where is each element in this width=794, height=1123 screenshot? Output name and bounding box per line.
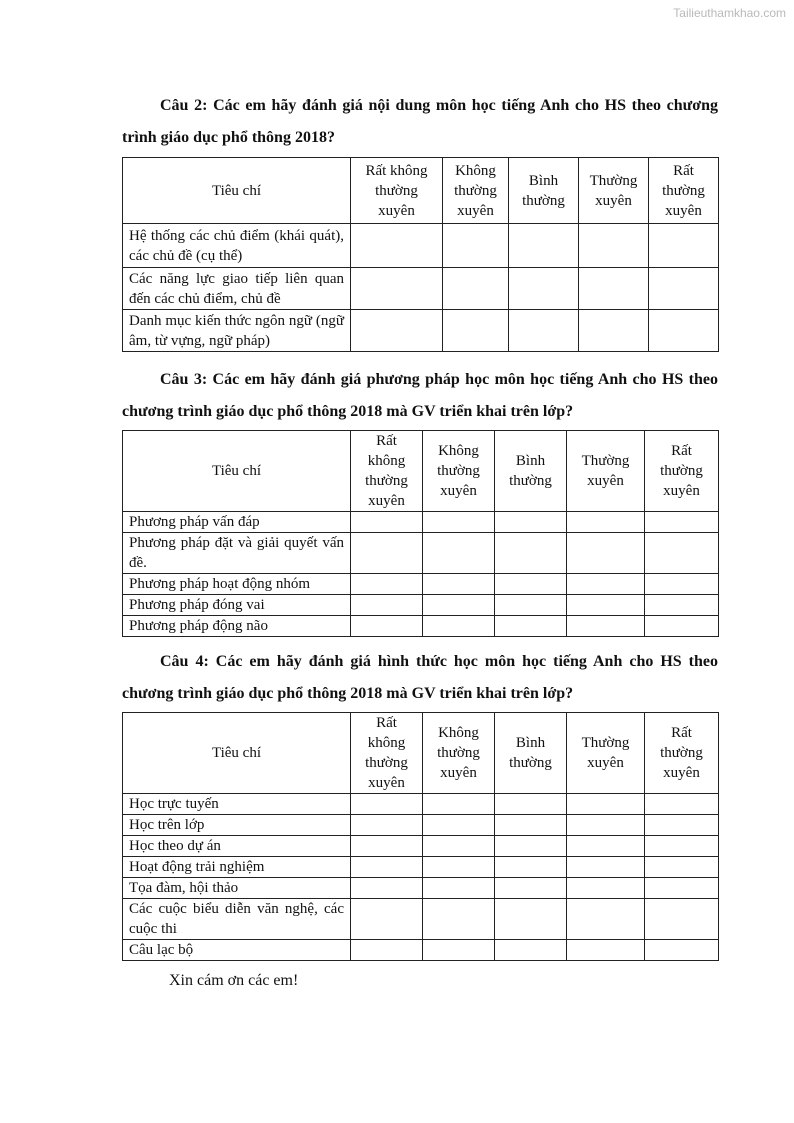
- rating-cell[interactable]: [495, 616, 567, 637]
- rating-cell[interactable]: [351, 533, 423, 574]
- rating-cell[interactable]: [423, 595, 495, 616]
- rating-cell[interactable]: [645, 940, 719, 961]
- table-row: [123, 268, 719, 310]
- question-4-table: [122, 712, 719, 961]
- row-label: Phương pháp động não: [123, 616, 351, 637]
- table-header-row: [123, 431, 719, 512]
- row-label: Phương pháp vấn đáp: [123, 512, 351, 533]
- rating-cell[interactable]: [567, 857, 645, 878]
- row-label: Hoạt động trải nghiệm: [123, 857, 351, 878]
- question-4-title: Câu 4: Các em hãy đánh giá hình thức học môn học tiếng Anh cho HS theo chương trình giáo dục phổ thông 2018 mà GV triển khai trên lớp?: [122, 653, 718, 702]
- column-header: Không thường xuyên: [423, 713, 495, 794]
- row-label: Danh mục kiến thức ngôn ngữ (ngữ âm, từ vựng, ngữ pháp): [123, 310, 351, 352]
- rating-cell[interactable]: [423, 574, 495, 595]
- table-row: [123, 836, 719, 857]
- table-row: [123, 512, 719, 533]
- rating-cell[interactable]: [351, 794, 423, 815]
- column-header: Rất thường xuyên: [649, 158, 719, 224]
- rating-cell[interactable]: [351, 940, 423, 961]
- rating-cell[interactable]: [351, 857, 423, 878]
- rating-cell[interactable]: [579, 310, 649, 352]
- rating-cell[interactable]: [567, 512, 645, 533]
- rating-cell[interactable]: [495, 836, 567, 857]
- rating-cell[interactable]: [423, 836, 495, 857]
- column-header: Không thường xuyên: [443, 158, 509, 224]
- rating-cell[interactable]: [567, 815, 645, 836]
- table-row: [123, 224, 719, 268]
- criteria-header: Tiêu chí: [123, 158, 351, 224]
- rating-cell[interactable]: [645, 574, 719, 595]
- table-row: [123, 574, 719, 595]
- table-row: [123, 794, 719, 815]
- rating-cell[interactable]: [509, 224, 579, 268]
- rating-cell[interactable]: [645, 794, 719, 815]
- row-label: Câu lạc bộ: [123, 940, 351, 961]
- rating-cell[interactable]: [645, 595, 719, 616]
- rating-cell[interactable]: [495, 794, 567, 815]
- column-header: Rất không thường xuyên: [351, 713, 423, 794]
- rating-cell[interactable]: [649, 310, 719, 352]
- criteria-header: Tiêu chí: [123, 713, 351, 794]
- rating-cell[interactable]: [423, 878, 495, 899]
- column-header: Rất không thường xuyên: [351, 431, 423, 512]
- rating-cell[interactable]: [495, 940, 567, 961]
- rating-cell[interactable]: [423, 616, 495, 637]
- rating-cell[interactable]: [645, 512, 719, 533]
- rating-cell[interactable]: [649, 224, 719, 268]
- column-header: Thường xuyên: [579, 158, 649, 224]
- rating-cell[interactable]: [351, 512, 423, 533]
- rating-cell[interactable]: [351, 574, 423, 595]
- rating-cell[interactable]: [495, 899, 567, 940]
- column-header: Rất thường xuyên: [645, 713, 719, 794]
- column-header: Không thường xuyên: [423, 431, 495, 512]
- rating-cell[interactable]: [645, 815, 719, 836]
- table-row: [123, 310, 719, 352]
- rating-cell[interactable]: [645, 878, 719, 899]
- rating-cell[interactable]: [567, 616, 645, 637]
- rating-cell[interactable]: [509, 268, 579, 310]
- table-header-row: [123, 158, 719, 224]
- row-label: Phương pháp đặt và giải quyết vấn đề.: [123, 533, 351, 574]
- table-row: [123, 857, 719, 878]
- column-header: Thường xuyên: [567, 431, 645, 512]
- rating-cell[interactable]: [579, 268, 649, 310]
- rating-cell[interactable]: [443, 310, 509, 352]
- rating-cell[interactable]: [567, 794, 645, 815]
- closing-text: Xin cám ơn các em!: [169, 972, 299, 989]
- table-row: [123, 815, 719, 836]
- question-3-title: Câu 3: Các em hãy đánh giá phương pháp học môn học tiếng Anh cho HS theo chương trình giáo dục phổ thông 2018 mà GV triển khai trên lớp?: [122, 371, 718, 420]
- row-label: Tọa đàm, hội thảo: [123, 878, 351, 899]
- rating-cell[interactable]: [645, 857, 719, 878]
- rating-cell[interactable]: [423, 940, 495, 961]
- table-row: [123, 940, 719, 961]
- rating-cell[interactable]: [567, 836, 645, 857]
- rating-cell[interactable]: [423, 899, 495, 940]
- rating-cell[interactable]: [645, 533, 719, 574]
- table-row: [123, 616, 719, 637]
- row-label: Các năng lực giao tiếp liên quan đến các chủ điểm, chủ đề: [123, 268, 351, 310]
- row-label: Phương pháp hoạt động nhóm: [123, 574, 351, 595]
- rating-cell[interactable]: [567, 574, 645, 595]
- column-header: Thường xuyên: [567, 713, 645, 794]
- rating-cell[interactable]: [495, 878, 567, 899]
- rating-cell[interactable]: [495, 595, 567, 616]
- rating-cell[interactable]: [567, 899, 645, 940]
- rating-cell[interactable]: [423, 815, 495, 836]
- rating-cell[interactable]: [567, 878, 645, 899]
- rating-cell[interactable]: [495, 857, 567, 878]
- rating-cell[interactable]: [351, 815, 423, 836]
- table-row: [123, 878, 719, 899]
- rating-cell[interactable]: [351, 595, 423, 616]
- row-label: Hệ thống các chủ điểm (khái quát), các chủ đề (cụ thể): [123, 224, 351, 268]
- question-2-title: Câu 2: Các em hãy đánh giá nội dung môn học tiếng Anh cho HS theo chương trình giáo dục phổ thông 2018?: [122, 97, 718, 146]
- row-label: Học theo dự án: [123, 836, 351, 857]
- rating-cell[interactable]: [645, 899, 719, 940]
- rating-cell[interactable]: [423, 857, 495, 878]
- rating-cell[interactable]: [645, 836, 719, 857]
- rating-cell[interactable]: [443, 268, 509, 310]
- column-header: Bình thường: [509, 158, 579, 224]
- question-3-table: [122, 430, 719, 637]
- column-header: Bình thường: [495, 431, 567, 512]
- column-header: Rất không thường xuyên: [351, 158, 443, 224]
- rating-cell[interactable]: [351, 899, 423, 940]
- rating-cell[interactable]: [579, 224, 649, 268]
- question-2-table: [122, 157, 719, 352]
- rating-cell[interactable]: [351, 616, 423, 637]
- row-label: Phương pháp đóng vai: [123, 595, 351, 616]
- table-header-row: [123, 713, 719, 794]
- rating-cell[interactable]: [351, 836, 423, 857]
- column-header: Bình thường: [495, 713, 567, 794]
- row-label: Các cuộc biểu diễn văn nghệ, các cuộc thi: [123, 899, 351, 940]
- rating-cell[interactable]: [649, 268, 719, 310]
- rating-cell[interactable]: [509, 310, 579, 352]
- rating-cell[interactable]: [443, 224, 509, 268]
- rating-cell[interactable]: [351, 268, 443, 310]
- table-row: [123, 533, 719, 574]
- column-header: Rất thường xuyên: [645, 431, 719, 512]
- table-row: [123, 595, 719, 616]
- rating-cell[interactable]: [567, 595, 645, 616]
- rating-cell[interactable]: [567, 533, 645, 574]
- watermark: Tailieuthamkhao.com: [673, 6, 786, 20]
- rating-cell[interactable]: [495, 512, 567, 533]
- row-label: Học trên lớp: [123, 815, 351, 836]
- rating-cell[interactable]: [351, 224, 443, 268]
- rating-cell[interactable]: [495, 815, 567, 836]
- rating-cell[interactable]: [495, 533, 567, 574]
- rating-cell[interactable]: [351, 878, 423, 899]
- rating-cell[interactable]: [423, 794, 495, 815]
- criteria-header: Tiêu chí: [123, 431, 351, 512]
- row-label: Học trực tuyến: [123, 794, 351, 815]
- rating-cell[interactable]: [351, 310, 443, 352]
- table-row: [123, 899, 719, 940]
- rating-cell[interactable]: [423, 533, 495, 574]
- rating-cell[interactable]: [567, 940, 645, 961]
- rating-cell[interactable]: [423, 512, 495, 533]
- rating-cell[interactable]: [495, 574, 567, 595]
- rating-cell[interactable]: [645, 616, 719, 637]
